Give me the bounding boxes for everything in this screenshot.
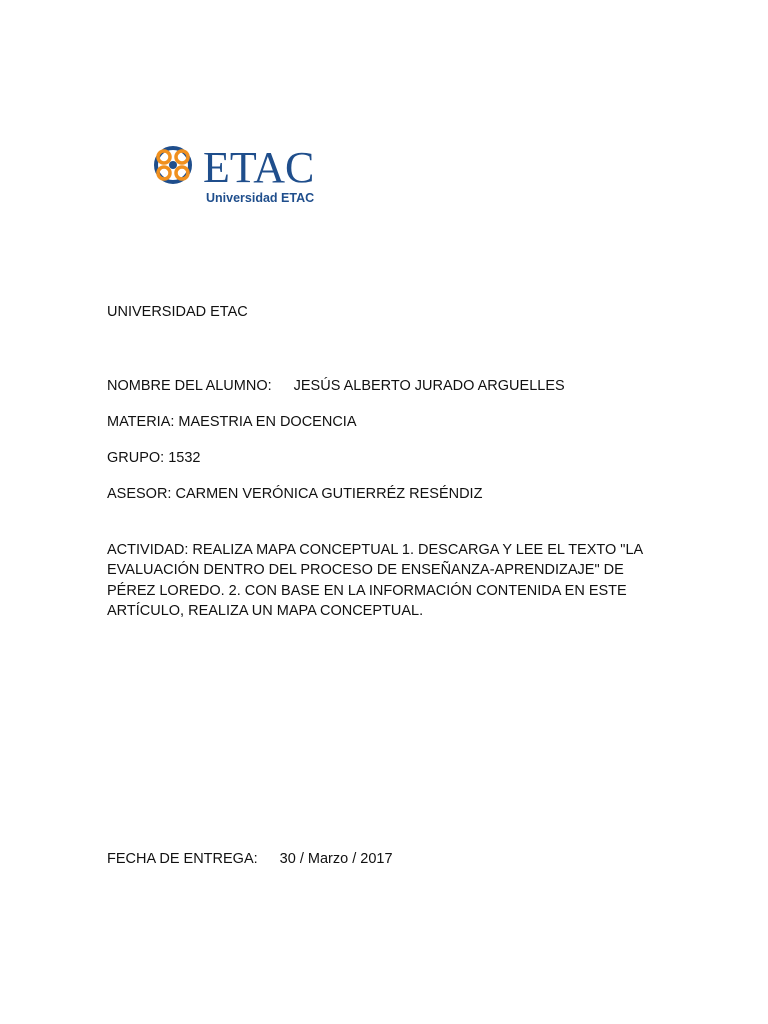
- etac-logo-graphic: [151, 143, 351, 207]
- etac-logo: [151, 143, 351, 207]
- logo-wordmark: ETAC: [203, 143, 315, 192]
- activity-paragraph: ACTIVIDAD: REALIZA MAPA CONCEPTUAL 1. DESCARGA Y LEE EL TEXTO "LA EVALUACIÓN DENTRO DEL PROCESO DE ENSEÑANZA-APRENDIZAJE" DE PÉREZ LOREDO. 2. CON BASE EN LA INFORMACIÓN CONTENIDA EN ESTE ARTÍCULO, REALIZA UN MAPA CONCEPTUAL.: [107, 542, 643, 619]
- group-line: GRUPO: 1532: [107, 450, 201, 466]
- university-name: UNIVERSIDAD ETAC: [107, 304, 248, 320]
- logo-subtitle: Universidad ETAC: [206, 191, 315, 205]
- due-date-line: [107, 850, 393, 868]
- due-label: FECHA DE ENTREGA:: [107, 851, 258, 867]
- etac-emblem-icon: [156, 148, 190, 182]
- student-label: NOMBRE DEL ALUMNO:: [107, 378, 272, 394]
- due-date: 30 / Marzo / 2017: [279, 851, 393, 867]
- subject-line: MATERIA: MAESTRIA EN DOCENCIA: [107, 414, 357, 430]
- student-line: [107, 377, 565, 395]
- advisor-line: ASESOR: CARMEN VERÓNICA GUTIERRÉZ RESÉNDIZ: [107, 486, 483, 502]
- student-name: JESÚS ALBERTO JURADO ARGUELLES: [293, 378, 565, 394]
